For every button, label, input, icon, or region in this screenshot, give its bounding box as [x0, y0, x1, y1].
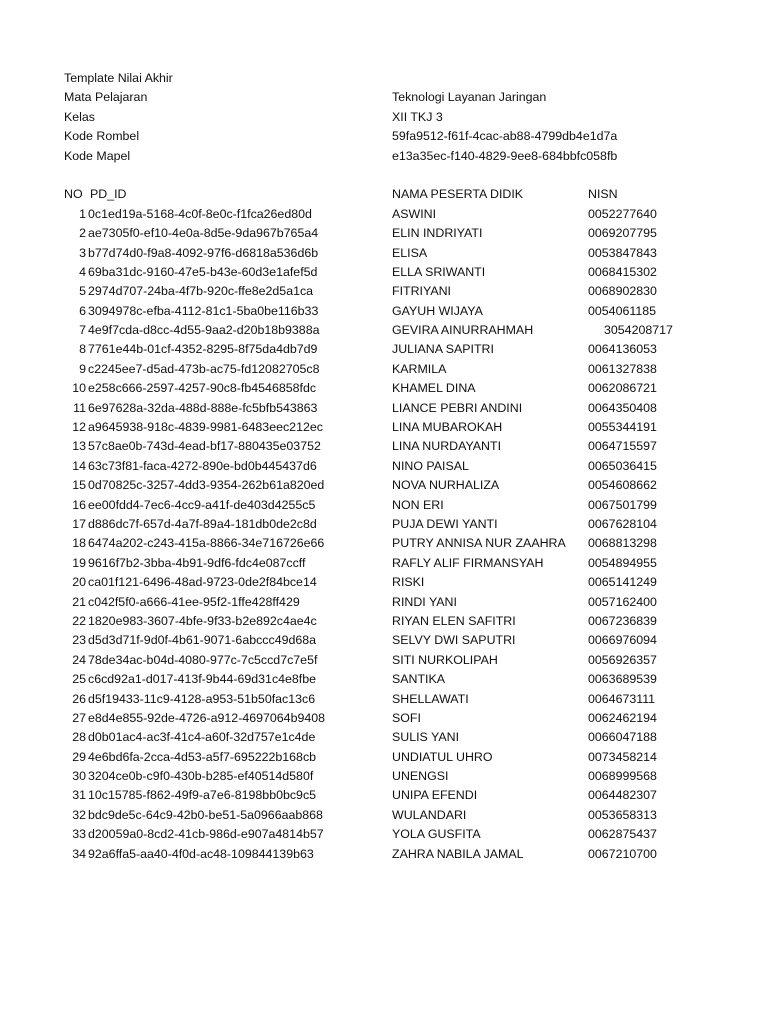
spacer [0, 166, 768, 185]
cell-nisn: 0064136053 [588, 342, 657, 357]
table-row [0, 573, 768, 592]
cell-name: NOVA NURHALIZA [392, 478, 500, 493]
cell-pd-id: 7761e44b-01cf-4352-8295-8f75da4db7d9 [88, 342, 318, 357]
table-row [0, 806, 768, 825]
meta-field-value: Teknologi Layanan Jaringan [392, 90, 547, 105]
meta-field-row [0, 147, 768, 166]
cell-pd-id: d0b01ac4-ac3f-41c4-a60f-32d757e1c4de [88, 730, 316, 745]
cell-pd-id: 3094978c-efba-4112-81c1-5ba0be116b33 [88, 303, 319, 318]
cell-name: SOFI [392, 710, 421, 725]
cell-nisn: 0053658313 [588, 807, 657, 822]
table-row [0, 690, 768, 709]
cell-name: RIYAN ELEN SAFITRI [392, 613, 516, 628]
meta-field-label: Kode Rombel [64, 129, 140, 144]
table-row [0, 399, 768, 418]
meta-field-label: Mata Pelajaran [64, 90, 148, 105]
table-row [0, 437, 768, 456]
cell-name: UNIPA EFENDI [392, 788, 478, 803]
column-header-pd-id: PD_ID [90, 187, 127, 202]
cell-no: 34 [72, 846, 86, 861]
cell-nisn: 0066047188 [588, 730, 657, 745]
cell-name: UNENGSI [392, 769, 449, 784]
cell-name: SANTIKA [392, 672, 446, 687]
column-header-name: NAMA PESERTA DIDIK [392, 187, 524, 202]
cell-nisn: 0062086721 [588, 381, 657, 396]
column-header-no: NO [64, 187, 83, 202]
cell-nisn: 0052277640 [588, 206, 657, 221]
cell-pd-id: 69ba31dc-9160-47e5-b43e-60d3e1afef5d [88, 264, 318, 279]
cell-nisn: 0054894955 [588, 555, 657, 570]
table-row [0, 651, 768, 670]
cell-name: FITRIYANI [392, 284, 451, 299]
cell-no: 20 [72, 575, 86, 590]
cell-name: UNDIATUL UHRO [392, 749, 493, 764]
cell-nisn: 3054208717 [604, 323, 673, 338]
cell-name: KHAMEL DINA [392, 381, 476, 396]
cell-pd-id: e8d4e855-92de-4726-a912-4697064b9408 [88, 710, 326, 725]
cell-no: 7 [79, 323, 86, 338]
table-row [0, 631, 768, 650]
cell-nisn: 0057162400 [588, 594, 657, 609]
cell-pd-id: d886dc7f-657d-4a7f-89a4-181db0de2c8d [88, 516, 317, 531]
cell-nisn: 0063689539 [588, 672, 657, 687]
document-title: Template Nilai Akhir [64, 71, 173, 85]
cell-name: SITI NURKOLIPAH [392, 652, 498, 667]
cell-pd-id: ae7305f0-ef10-4e0a-8d5e-9da967b765a4 [88, 226, 319, 241]
table-row [0, 282, 768, 301]
meta-field-label: Kode Mapel [64, 148, 131, 163]
cell-nisn: 0054608662 [588, 478, 657, 493]
table-row [0, 360, 768, 379]
cell-pd-id: 2974d707-24ba-4f7b-920c-ffe8e2d5a1ca [88, 284, 314, 299]
cell-nisn: 0066976094 [588, 633, 657, 648]
cell-name: NINO PAISAL [392, 458, 469, 473]
cell-name: LINA NURDAYANTI [392, 439, 502, 454]
cell-no: 25 [72, 672, 86, 687]
cell-name: RAFLY ALIF FIRMANSYAH [392, 555, 544, 570]
cell-name: JULIANA SAPITRI [392, 342, 494, 357]
cell-name: PUJA DEWI YANTI [392, 516, 498, 531]
document-title-row [0, 69, 768, 88]
cell-pd-id: 3204ce0b-c9f0-430b-b285-ef40514d580f [88, 769, 314, 784]
cell-nisn: 0062462194 [588, 710, 657, 725]
cell-no: 24 [72, 652, 86, 667]
cell-pd-id: c6cd92a1-d017-413f-9b44-69d31c4e8fbe [88, 672, 317, 687]
meta-field-value: e13a35ec-f140-4829-9ee8-684bbfc058fb [392, 148, 618, 163]
table-row [0, 767, 768, 786]
table-row [0, 515, 768, 534]
table-row [0, 845, 768, 864]
cell-no: 6 [79, 303, 86, 318]
table-row [0, 709, 768, 728]
cell-nisn: 0064350408 [588, 400, 657, 415]
document-page [0, 69, 768, 864]
cell-no: 5 [79, 284, 86, 299]
meta-fields [0, 88, 768, 166]
cell-pd-id: c2245ee7-d5ad-473b-ac75-fd12082705c8 [88, 361, 320, 376]
table-row [0, 263, 768, 282]
table-row [0, 321, 768, 340]
table-row [0, 825, 768, 844]
cell-no: 2 [79, 226, 86, 241]
table-row [0, 418, 768, 437]
cell-nisn: 0065141249 [588, 575, 657, 590]
table-row [0, 224, 768, 243]
cell-nisn: 0067501799 [588, 497, 657, 512]
cell-pd-id: 57c8ae0b-743d-4ead-bf17-880435e03752 [88, 439, 321, 454]
cell-pd-id: 63c73f81-faca-4272-890e-bd0b445437d6 [88, 458, 317, 473]
table-row [0, 534, 768, 553]
cell-name: ASWINI [392, 206, 437, 221]
cell-name: GEVIRA AINURRAHMAH [392, 323, 534, 338]
cell-pd-id: 4e9f7cda-d8cc-4d55-9aa2-d20b18b9388a [88, 323, 320, 338]
cell-nisn: 0064673111 [588, 691, 656, 706]
cell-name: SHELLAWATI [392, 691, 469, 706]
cell-nisn: 0068813298 [588, 536, 657, 551]
cell-no: 1 [79, 206, 86, 221]
cell-nisn: 0067210700 [588, 846, 657, 861]
cell-nisn: 0069207795 [588, 226, 657, 241]
cell-no: 10 [72, 381, 86, 396]
cell-name: ZAHRA NABILA JAMAL [392, 846, 524, 861]
table-row [0, 728, 768, 747]
cell-no: 32 [72, 807, 86, 822]
cell-no: 33 [72, 827, 86, 842]
cell-name: NON ERI [392, 497, 444, 512]
cell-no: 15 [72, 478, 86, 493]
cell-pd-id: a9645938-918c-4839-9981-6483eec212ec [88, 420, 323, 435]
cell-pd-id: 92a6ffa5-aa40-4f0d-ac48-109844139b63 [88, 846, 314, 861]
cell-pd-id: 78de34ac-b04d-4080-977c-7c5ccd7c7e5f [88, 652, 318, 667]
table-row [0, 786, 768, 805]
cell-no: 4 [79, 264, 86, 279]
cell-no: 17 [72, 516, 86, 531]
cell-nisn: 0068999568 [588, 769, 657, 784]
cell-no: 21 [72, 594, 86, 609]
cell-pd-id: 1820e983-3607-4bfe-9f33-b2e892c4ae4c [88, 613, 317, 628]
cell-pd-id: 0d70825c-3257-4dd3-9354-262b61a820ed [88, 478, 325, 493]
cell-name: KARMILA [392, 361, 447, 376]
cell-no: 26 [72, 691, 86, 706]
cell-name: LINA MUBAROKAH [392, 420, 503, 435]
cell-no: 12 [72, 420, 86, 435]
cell-name: PUTRY ANNISA NUR ZAAHRA [392, 536, 566, 551]
cell-pd-id: e258c666-2597-4257-90c8-fb4546858fdc [88, 381, 317, 396]
table-row [0, 244, 768, 263]
cell-no: 18 [72, 536, 86, 551]
cell-nisn: 0064482307 [588, 788, 657, 803]
cell-pd-id: d5f19433-11c9-4128-a953-51b50fac13c6 [88, 691, 316, 706]
meta-field-row [0, 108, 768, 127]
cell-name: ELLA SRIWANTI [392, 264, 486, 279]
cell-nisn: 0054061185 [588, 303, 656, 318]
cell-nisn: 0068902830 [588, 284, 657, 299]
cell-nisn: 0056926357 [588, 652, 657, 667]
table-row [0, 496, 768, 515]
cell-no: 27 [72, 710, 86, 725]
cell-nisn: 0053847843 [588, 245, 657, 260]
cell-pd-id: 9616f7b2-3bba-4b91-9df6-fdc4e087ccff [88, 555, 306, 570]
cell-pd-id: d20059a0-8cd2-41cb-986d-e907a4814b57 [88, 827, 324, 842]
cell-pd-id: 10c15785-f862-49f9-a7e6-8198bb0bc9c5 [88, 788, 317, 803]
table-row [0, 476, 768, 495]
cell-nisn: 0067628104 [588, 516, 657, 531]
cell-no: 8 [79, 342, 86, 357]
cell-pd-id: bdc9de5c-64c9-42b0-be51-5a0966aab868 [88, 807, 323, 822]
cell-name: RINDI YANI [392, 594, 457, 609]
cell-no: 19 [72, 555, 86, 570]
cell-pd-id: c042f5f0-a666-41ee-95f2-1ffe428ff429 [88, 594, 300, 609]
cell-pd-id: b77d74d0-f9a8-4092-97f6-d6818a536d6b [88, 245, 319, 260]
meta-field-value: XII TKJ 3 [392, 109, 443, 124]
cell-no: 3 [79, 245, 86, 260]
cell-nisn: 0061327838 [588, 361, 657, 376]
cell-no: 11 [73, 400, 86, 415]
cell-pd-id: ca01f121-6496-48ad-9723-0de2f84bce14 [88, 575, 317, 590]
cell-no: 29 [72, 749, 86, 764]
cell-no: 13 [72, 439, 86, 454]
cell-no: 23 [72, 633, 86, 648]
cell-pd-id: d5d3d71f-9d0f-4b61-9071-6abccc49d68a [88, 633, 317, 648]
cell-name: ELIN INDRIYATI [392, 226, 483, 241]
cell-pd-id: ee00fdd4-7ec6-4cc9-a41f-de403d4255c5 [88, 497, 316, 512]
table-row [0, 340, 768, 359]
table-body [0, 205, 768, 864]
meta-field-row [0, 127, 768, 146]
cell-no: 22 [72, 613, 86, 628]
meta-field-row [0, 88, 768, 107]
cell-pd-id: 6e97628a-32da-488d-888e-fc5bfb543863 [88, 400, 318, 415]
cell-no: 30 [72, 769, 86, 784]
cell-name: GAYUH WIJAYA [392, 303, 483, 318]
cell-name: SELVY DWI SAPUTRI [392, 633, 516, 648]
table-row [0, 593, 768, 612]
cell-no: 16 [72, 497, 86, 512]
cell-no: 28 [72, 730, 86, 745]
cell-nisn: 0068415302 [588, 264, 657, 279]
table-row [0, 612, 768, 631]
cell-pd-id: 4e6bd6fa-2cca-4d53-a5f7-695222b168cb [88, 749, 317, 764]
cell-no: 9 [79, 361, 86, 376]
table-row [0, 457, 768, 476]
cell-name: YOLA GUSFITA [392, 827, 481, 842]
cell-nisn: 0073458214 [588, 749, 657, 764]
table-row [0, 302, 768, 321]
cell-nisn: 0067236839 [588, 613, 657, 628]
table-row [0, 205, 768, 224]
meta-field-value: 59fa9512-f61f-4cac-ab88-4799db4e1d7a [392, 129, 618, 144]
table-header-row [0, 185, 768, 204]
cell-nisn: 0055344191 [588, 420, 657, 435]
table-row [0, 379, 768, 398]
cell-nisn: 0065036415 [588, 458, 657, 473]
cell-name: ELISA [392, 245, 428, 260]
cell-name: LIANCE PEBRI ANDINI [392, 400, 523, 415]
table-row [0, 670, 768, 689]
cell-name: RISKI [392, 575, 425, 590]
column-header-nisn: NISN [588, 187, 618, 202]
meta-field-label: Kelas [64, 109, 95, 124]
table-row [0, 554, 768, 573]
cell-no: 14 [72, 458, 86, 473]
cell-pd-id: 0c1ed19a-5168-4c0f-8e0c-f1fca26ed80d [88, 206, 312, 221]
cell-name: SULIS YANI [392, 730, 460, 745]
cell-nisn: 0062875437 [588, 827, 657, 842]
cell-nisn: 0064715597 [588, 439, 657, 454]
cell-no: 31 [72, 788, 86, 803]
cell-name: WULANDARI [392, 807, 467, 822]
table-row [0, 748, 768, 767]
cell-pd-id: 6474a202-c243-415a-8866-34e716726e66 [88, 536, 325, 551]
